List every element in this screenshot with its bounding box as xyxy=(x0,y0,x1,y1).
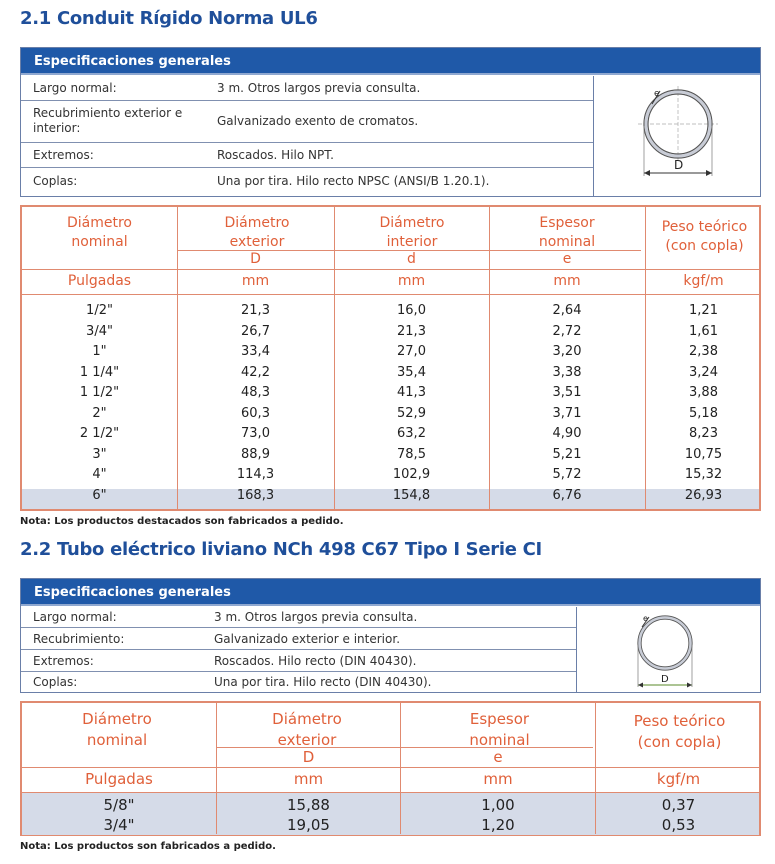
thickness-label: e xyxy=(654,89,660,99)
col-unit: mm xyxy=(483,770,513,788)
col-unit: mm xyxy=(241,273,270,289)
table-cell: 15,88 xyxy=(287,796,330,814)
table-cell: 1,00 xyxy=(481,796,515,814)
col-unit: kgf/m xyxy=(656,770,701,788)
table-cell: 3,88 xyxy=(689,385,718,400)
table-cell: 41,3 xyxy=(397,385,426,400)
spec-value: Roscados. Hilo NPT. xyxy=(217,148,334,162)
section-1-specs xyxy=(20,47,761,197)
table-cell: 1,61 xyxy=(689,323,718,339)
table-cell: 154,8 xyxy=(392,487,431,503)
col-header: Peso teórico (con copla) xyxy=(633,712,726,751)
pipe-cross-section-diagram xyxy=(576,607,760,692)
spec-value: 3 m. Otros largos previa consulta. xyxy=(217,81,421,95)
spec-row xyxy=(21,607,576,628)
header-divider xyxy=(22,792,759,793)
table-cell: 4" xyxy=(92,467,107,482)
spec-row xyxy=(21,651,576,672)
table-cell: 5,21 xyxy=(552,446,582,462)
thickness-label: e xyxy=(643,614,648,623)
table-cell: 114,3 xyxy=(236,467,275,482)
spec-row xyxy=(21,673,576,692)
spec-value: Galvanizado exento de cromatos. xyxy=(217,114,419,128)
table-cell: 1" xyxy=(92,344,107,359)
spec-row xyxy=(21,629,576,650)
spec-row xyxy=(21,144,593,168)
table-cell: 78,5 xyxy=(397,446,426,462)
table-cell: 60,3 xyxy=(241,405,270,421)
table-cell: 26,93 xyxy=(684,487,723,503)
section-1-dimensions-table xyxy=(20,205,761,511)
table-cell: 88,9 xyxy=(241,446,270,462)
spec-key: Coplas: xyxy=(33,174,78,188)
spec-key: Extremos: xyxy=(33,148,94,162)
col-unit: Pulgadas xyxy=(67,273,132,289)
table-cell: 73,0 xyxy=(241,426,270,441)
section-1-note: Nota: Los productos destacados son fabricados a pedido. xyxy=(20,516,344,527)
table-cell: 6" xyxy=(92,487,107,503)
table-cell: 0,37 xyxy=(661,796,696,814)
table-cell: 5/8" xyxy=(103,796,135,814)
table-cell: 2,64 xyxy=(552,303,582,318)
table-cell: 3,38 xyxy=(552,364,582,380)
table-cell: 27,0 xyxy=(397,344,426,359)
table-cell: 4,90 xyxy=(552,426,582,441)
column-divider xyxy=(595,703,596,834)
table-cell: 10,75 xyxy=(684,446,723,462)
spec-key: Coplas: xyxy=(33,675,78,689)
spec-row xyxy=(21,102,593,143)
table-cell: 3,20 xyxy=(552,344,582,359)
section-1-title: 2.1 Conduit Rígido Norma UL6 xyxy=(20,8,318,29)
spec-key: Largo normal: xyxy=(33,81,117,95)
table-cell: 3,24 xyxy=(689,364,718,380)
spec-key: Recubrimiento exterior e interior: xyxy=(33,106,183,135)
col-header: Espesor nominal xyxy=(469,710,530,749)
table-cell: 8,23 xyxy=(689,426,718,441)
section-2-specs xyxy=(20,578,761,693)
spec-value: Una por tira. Hilo recto (DIN 40430). xyxy=(214,675,432,689)
pipe-ring-icon xyxy=(594,76,761,196)
table-cell: 52,9 xyxy=(397,405,426,421)
table-cell: 63,2 xyxy=(397,426,426,441)
table-cell: 1,21 xyxy=(689,303,718,318)
table-cell: 3" xyxy=(92,446,107,462)
table-cell: 26,7 xyxy=(241,323,270,339)
table-cell: 0,53 xyxy=(661,816,696,834)
col-header: Peso teórico (con copla) xyxy=(661,219,748,254)
section-1-specs-header: Especificaciones generales xyxy=(21,48,760,75)
table-cell: 3,71 xyxy=(552,405,582,421)
col-unit: mm xyxy=(293,770,324,788)
table-cell: 21,3 xyxy=(397,323,426,339)
spec-key: Extremos: xyxy=(33,654,94,668)
spec-row xyxy=(21,169,593,196)
section-2-specs-header: Especificaciones generales xyxy=(21,579,760,606)
table-cell: 48,3 xyxy=(241,385,270,400)
col-header: Diámetro exterior xyxy=(272,710,342,749)
table-cell: 3/4" xyxy=(103,816,135,834)
spec-value: Galvanizado exterior e interior. xyxy=(214,632,401,646)
column-divider xyxy=(400,703,401,834)
col-header: Diámetro nominal xyxy=(66,215,132,250)
section-2-title: 2.2 Tubo eléctrico liviano NCh 498 C67 Tipo I Serie CI xyxy=(20,539,542,560)
header-divider xyxy=(22,269,759,270)
table-cell: 3,51 xyxy=(552,385,582,400)
col-symbol: e xyxy=(493,748,503,766)
col-unit: Pulgadas xyxy=(85,770,153,788)
table-cell: 35,4 xyxy=(397,364,426,380)
table-cell: 102,9 xyxy=(392,467,431,482)
diameter-label: D xyxy=(674,158,684,172)
col-header: Diámetro exterior xyxy=(224,215,290,250)
table-cell: 42,2 xyxy=(241,364,270,380)
pipe-ring-icon xyxy=(577,607,761,692)
col-header: Diámetro nominal xyxy=(82,710,152,749)
diameter-label: D xyxy=(661,674,669,685)
table-cell: 5,18 xyxy=(689,405,718,421)
col-symbol: D xyxy=(302,748,315,766)
table-cell: 6,76 xyxy=(552,487,582,503)
col-unit: mm xyxy=(397,273,426,289)
col-header: Diámetro interior xyxy=(379,215,445,250)
table-cell: 1 1/2" xyxy=(79,385,120,400)
table-cell: 19,05 xyxy=(287,816,330,834)
header-divider xyxy=(22,294,759,295)
header-divider xyxy=(22,767,759,768)
table-cell: 2,72 xyxy=(552,323,582,339)
section-2-dimensions-table xyxy=(20,701,761,836)
column-divider xyxy=(216,703,217,834)
col-symbol: D xyxy=(250,251,261,267)
table-cell: 5,72 xyxy=(552,467,582,482)
spec-value: Una por tira. Hilo recto NPSC (ANSI/B 1.20.1). xyxy=(217,174,490,188)
table-cell: 33,4 xyxy=(241,344,270,359)
col-unit: kgf/m xyxy=(683,273,724,289)
table-cell: 1,20 xyxy=(481,816,515,834)
col-symbol: e xyxy=(562,251,572,267)
table-cell: 3/4" xyxy=(86,323,113,339)
col-header: Espesor nominal xyxy=(538,215,596,250)
spec-key: Largo normal: xyxy=(33,610,117,624)
table-cell: 2 1/2" xyxy=(79,426,120,441)
spec-row xyxy=(21,76,593,101)
table-cell: 2" xyxy=(92,405,107,421)
table-cell: 1 1/4" xyxy=(79,364,120,380)
section-2-note: Nota: Los productos son fabricados a pedido. xyxy=(20,841,276,852)
col-unit: mm xyxy=(553,273,581,289)
table-cell: 21,3 xyxy=(241,303,270,318)
table-cell: 2,38 xyxy=(689,344,718,359)
table-cell: 16,0 xyxy=(397,303,426,318)
table-cell: 1/2" xyxy=(86,303,113,318)
spec-value: Roscados. Hilo recto (DIN 40430). xyxy=(214,654,417,668)
pipe-cross-section-diagram xyxy=(593,76,760,196)
table-cell: 168,3 xyxy=(236,487,275,503)
table-cell: 15,32 xyxy=(684,467,723,482)
col-symbol: d xyxy=(407,251,416,267)
spec-value: 3 m. Otros largos previa consulta. xyxy=(214,610,418,624)
spec-key: Recubrimiento: xyxy=(33,632,125,646)
